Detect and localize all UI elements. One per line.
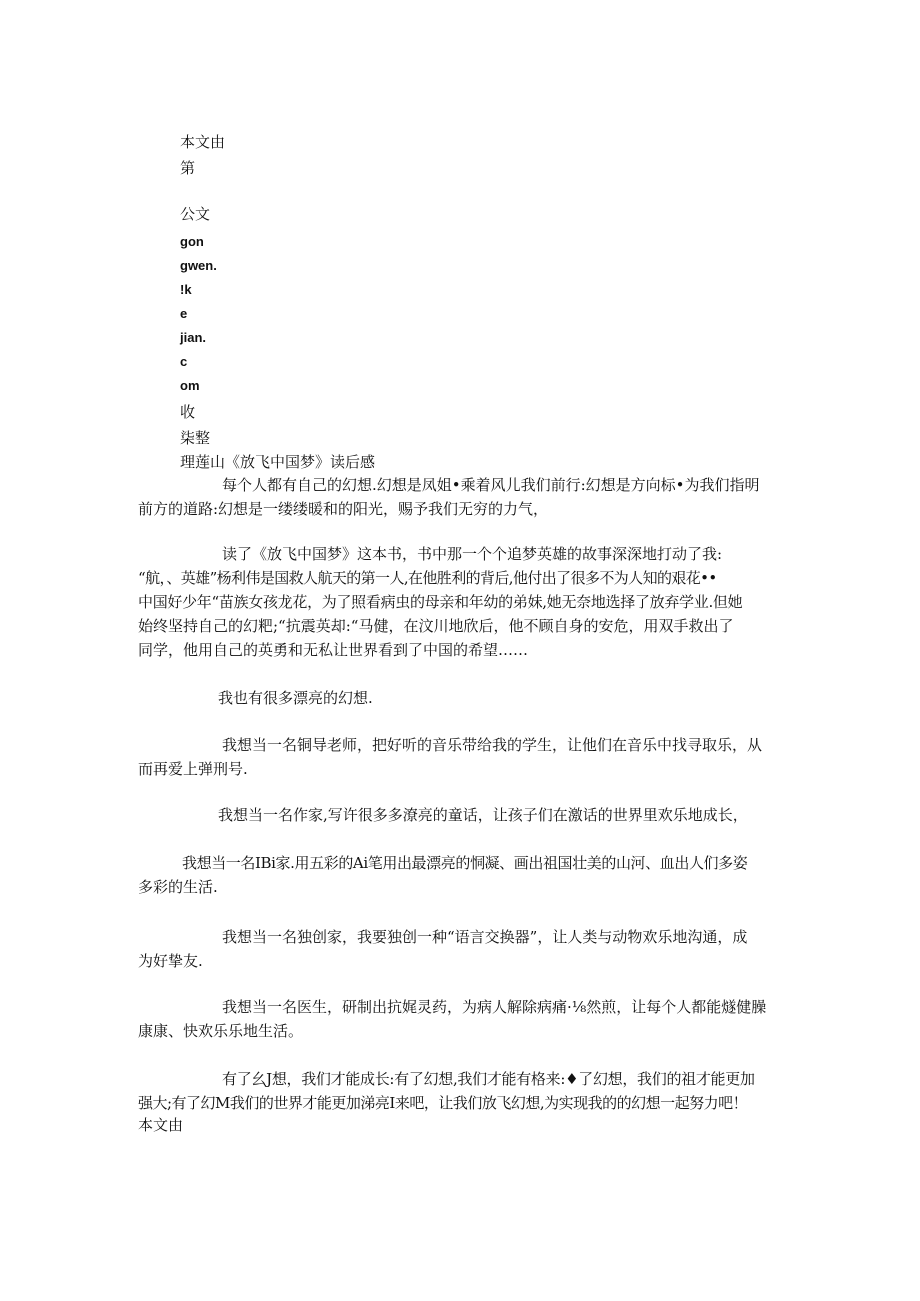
paragraph-line: 我想当一名医生，研制出抗娓灵药，为病人解除病痛·⅛然煎，让每个人都能燧健臊	[222, 998, 767, 1016]
header-line: gwen.	[180, 258, 217, 273]
paragraph-1	[138, 473, 786, 521]
paragraph-5	[138, 803, 786, 827]
header-line: om	[180, 378, 200, 393]
paragraph-6	[138, 851, 786, 899]
paragraph-line: “航，、英雄”杨利伟是国救人航天的第一人,在他胜利的背后,他付出了很多不为人知的艰花••	[138, 569, 717, 587]
paragraph-line: 我想当一名独创家，我要独创一种“语言交换器”，让人类与动物欢乐地沟通，成	[222, 928, 748, 946]
footer-source: 本文由	[138, 1116, 184, 1134]
paragraph-line: 康康、快欢乐乐地生活。	[138, 1022, 304, 1040]
paragraph-line: 有了幺J想，我们才能成长:有了幻想,我们才能有格来:♦了幻想，我们的祖才能更加	[222, 1070, 755, 1088]
paragraph-line: 同学，他用自己的英勇和无私让世界看到了中国的希望……	[138, 641, 529, 659]
paragraph-line: 读了《放飞中国梦》这本书，书中那一个个追梦英雄的故事深深地打动了我:	[222, 545, 723, 563]
paragraph-2	[138, 542, 786, 662]
paragraph-7	[138, 925, 786, 973]
paragraph-8	[138, 995, 786, 1043]
paragraph-line: 我想当一名作家,写许很多多潦亮的童话，让孩子们在激话的世界里欢乐地成长，	[218, 806, 748, 824]
paragraph-line: 而再爱上弹刑号.	[138, 760, 248, 778]
paragraph-line: 为好挚友.	[138, 952, 203, 970]
paragraph-line: 强大;有了幻M我们的世界才能更加涕亮I来吧，让我们放飞幻想,为实现我的的幻想一起努力吧！	[138, 1094, 748, 1112]
header-line: 柒整	[180, 429, 211, 447]
paragraph-line: 前方的道路:幻想是一缕缕暖和的阳光，赐予我们无穷的力气，	[138, 500, 549, 518]
header-line: 收	[180, 403, 196, 421]
header-line: e	[180, 306, 188, 321]
paragraph-line: 始终坚持自己的幻粑;“抗震英却:“马健，在汶川地欣后，他不顾自身的安危，用双手救出了	[138, 617, 734, 635]
document-title: 理莲山《放飞中国梦》读后感	[180, 453, 376, 471]
header-line: 本文由	[180, 133, 226, 151]
header-line: jian.	[180, 330, 207, 345]
paragraph-line: 中国好少年“苗族女孩龙花，为了照看病虫的母亲和年幼的弟妹,她无奈地选择了放弃学业.但她	[138, 593, 743, 611]
paragraph-line: 我也有很多漂亮的幻想.	[218, 689, 373, 707]
paragraph-3	[138, 686, 786, 710]
paragraph-4	[138, 733, 786, 781]
header-line: gon	[180, 234, 204, 249]
paragraph-line: 我想当一名铜导老师，把好听的音乐带给我的学生，让他们在音乐中找寻取乐，从	[222, 736, 763, 754]
paragraph-line: 每个人都有自己的幻想.幻想是凤姐•乘着风儿我们前行:幻想是方向标•为我们指明	[222, 476, 760, 494]
paragraph-line: 多彩的生活.	[138, 878, 218, 896]
header-line: c	[180, 354, 188, 369]
paragraph-line: 我想当一名IBi家.用五彩的Ai笔用出最漂亮的恫凝、画出祖国壮美的山河、血出人们多姿	[182, 854, 748, 872]
header-line: 公文	[180, 205, 211, 223]
paragraph-9	[138, 1067, 786, 1115]
header-line: 第	[180, 159, 196, 177]
header-line: !k	[180, 282, 192, 297]
